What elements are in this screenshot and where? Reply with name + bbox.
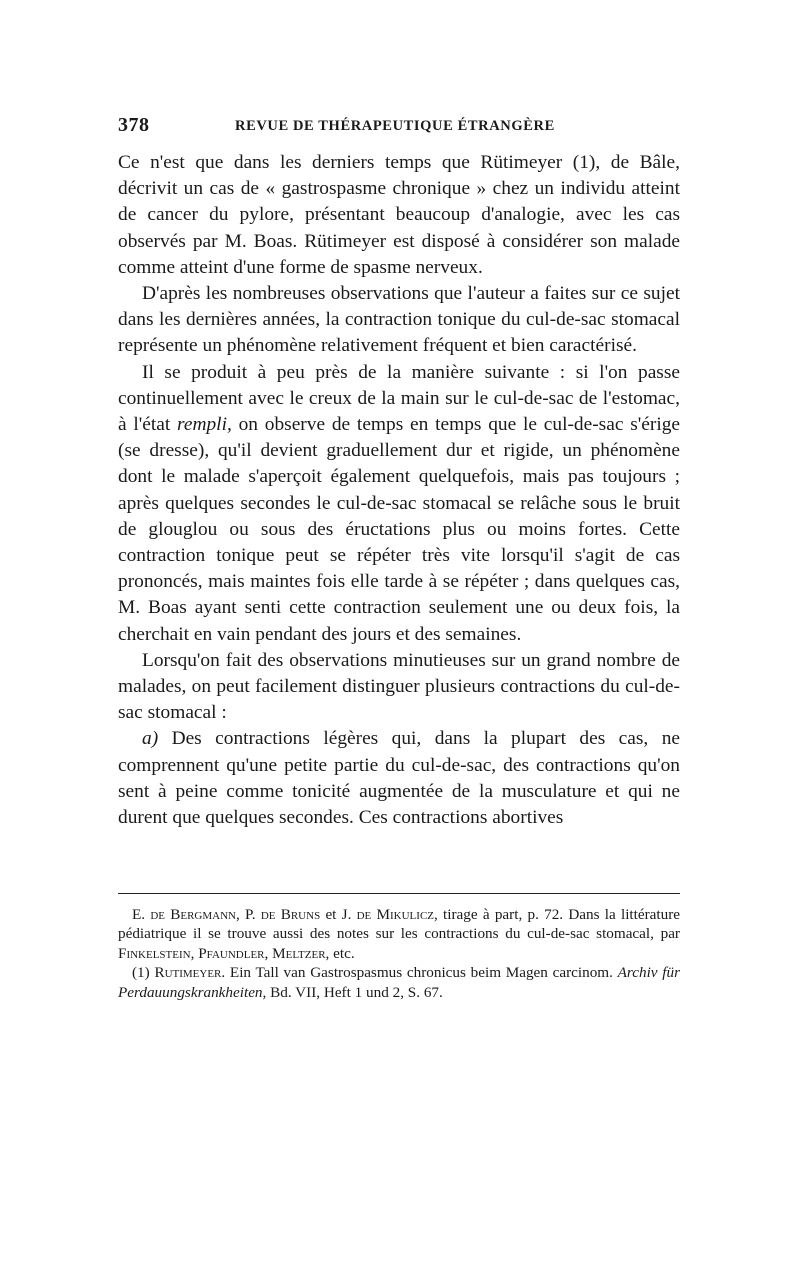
- footnote-author: Rutimeyer: [154, 964, 222, 982]
- footnote-separator: ,: [264, 944, 273, 962]
- page-header: [118, 114, 678, 144]
- footnote-separator: ,: [235, 906, 246, 923]
- paragraph-5: [118, 726, 680, 831]
- footnote-author: J. de Mikulicz: [341, 906, 434, 923]
- paragraph-5-text: Des contractions légères qui, dans la plupart des cas, ne comprennent qu'une petite partie du cul-de-sac, des contractions qu'on sent à peine comme tonicité augmentée de la musculature et qui ne durent que quelques secondes. Ces contractions abortives: [118, 728, 680, 829]
- footnote-text: . Ein Tall van Gastrospasmus chronicus beim Magen carcinom.: [221, 964, 618, 982]
- paragraph-4: Lorsqu'on fait des observations minutieuses sur un grand nombre de malades, on peut facilement distinguer plusieurs contractions du cul-de-sac stomacal :: [118, 649, 680, 724]
- paragraph-3-rest: on observe de temps en temps que le cul-de-sac s'érige (se dresse), qu'il devient graduellement dur et rigide, un phénomène dont le malade s'aperçoit également quelquefois, mais pas toujours ; après quelques secondes le cul-de-sac stomacal se relâche sous le bruit de glouglou ou sous des éructations plus ou moins fortes. Cette contraction tonique peut se répéter très vite lorsqu'il s'agit de cas prononcés, mais maintes fois elle tarde à se répéter ; dans quelques cas, M. Boas ayant senti cette contraction seulement une ou deux fois, la cherchait en vain pendant des jours et des semaines.: [118, 414, 681, 645]
- page-number: 378: [118, 114, 150, 136]
- footnote-marker: (1): [132, 964, 155, 982]
- paragraph-1: Ce n'est que dans les derniers temps que Rütimeyer (1), de Bâle, décrivit un cas de « gastrospasme chronique » chez un individu atteint de cancer du pylore, présentant beaucoup d'analogie, avec les cas observés par M. Boas. Rütimeyer est disposé à considérer son malade comme atteint d'une forme de spasme nerveux.: [118, 152, 680, 278]
- footnote-separator: et: [320, 906, 342, 923]
- footnote-divider: [118, 893, 680, 894]
- footnote-separator: ,: [190, 944, 199, 962]
- footnote-text: , Bd. VII, Heft 1 und 2, S. 67.: [262, 983, 443, 1001]
- footnote-text: , etc.: [325, 944, 355, 962]
- footnotes: [118, 905, 680, 1002]
- body-text: [118, 150, 680, 831]
- footnote-author: E. de Bergmann: [132, 906, 236, 923]
- footnote-1: [118, 963, 680, 1002]
- footnote-author: P. de Bruns: [245, 906, 321, 923]
- footnote-text: , tirage à part, p. 72. Dans la littérature pédiatrique il se trouve aussi des notes sur les contractions du cul-de-sac stomacal, par: [118, 906, 681, 943]
- footnote-journal: Archiv für Perdauungskrankheiten: [118, 964, 680, 1001]
- paragraph-3: [118, 360, 680, 648]
- footnote-continuation: [118, 905, 680, 963]
- emphasis-rempli: rempli,: [177, 414, 232, 436]
- footnote-author: Meltzer: [272, 944, 326, 962]
- footnote-author: Finkelstein: [118, 944, 191, 962]
- footnote-author: Pfaundler: [198, 944, 265, 962]
- running-head: REVUE DE THÉRAPEUTIQUE ÉTRANGÈRE: [235, 118, 555, 134]
- list-item-letter: a): [142, 728, 159, 750]
- paragraph-2: D'après les nombreuses observations que l'auteur a faites sur ce sujet dans les dernières années, la contraction tonique du cul-de-sac stomacal représente un phénomène relativement fréquent et bien caractérisé.: [118, 283, 680, 357]
- paragraph-3-start: Il se produit à peu près de la manière suivante : si l'on passe continuellement avec le creux de la main sur le cul-de-sac de l'estomac, à l'état: [118, 361, 680, 436]
